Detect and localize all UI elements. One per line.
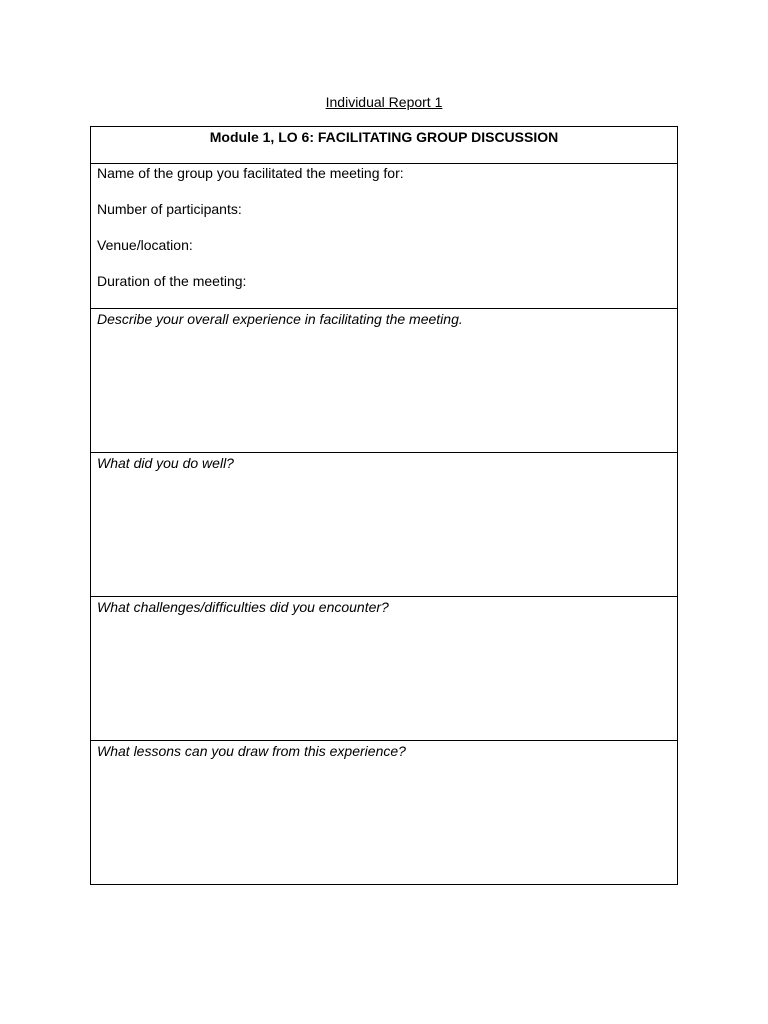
question-experience[interactable]: Describe your overall experience in facilitating the meeting.: [91, 309, 678, 453]
question-lessons[interactable]: What lessons can you draw from this experience?: [91, 741, 678, 885]
group-name-field: Name of the group you facilitated the meeting for:: [97, 165, 404, 181]
module-heading: Module 1, LO 6: FACILITATING GROUP DISCUSSION: [91, 127, 678, 164]
question-row-challenges: [91, 597, 678, 741]
question-did-well[interactable]: What did you do well?: [91, 453, 678, 597]
table-header-row: [91, 127, 678, 164]
question-row-experience: [91, 309, 678, 453]
document-title: Individual Report 1: [325, 94, 443, 110]
info-row: [91, 164, 678, 309]
duration-field: Duration of the meeting:: [97, 273, 247, 289]
info-cell[interactable]: [91, 164, 678, 309]
participants-field: Number of participants:: [97, 201, 242, 217]
question-row-did-well: [91, 453, 678, 597]
question-challenges[interactable]: What challenges/difficulties did you encounter?: [91, 597, 678, 741]
report-table: [90, 126, 678, 885]
question-row-lessons: [91, 741, 678, 885]
venue-field: Venue/location:: [97, 237, 193, 253]
